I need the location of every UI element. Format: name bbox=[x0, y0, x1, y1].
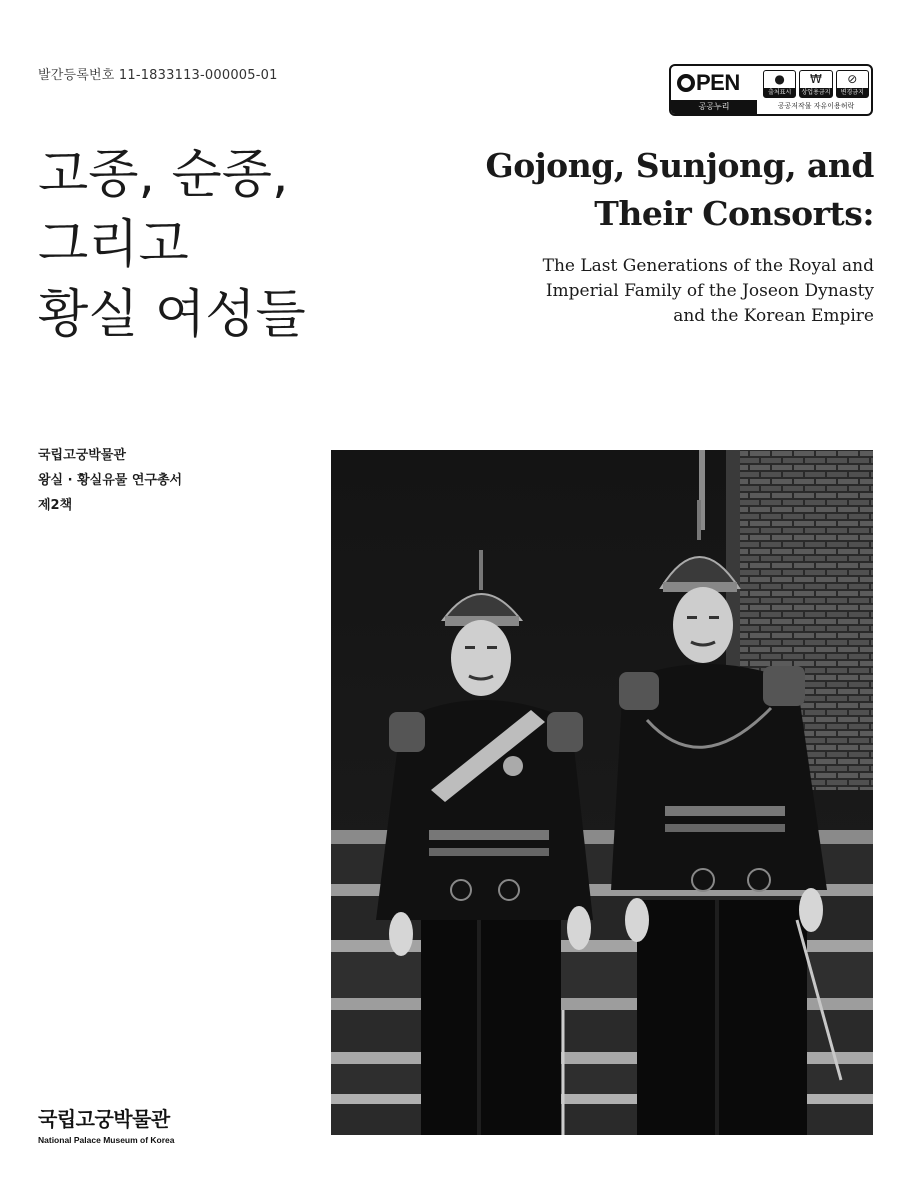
series-info: 국립고궁박물관 왕실 · 황실유물 연구총서 제2책 bbox=[38, 448, 183, 513]
registration-number: 발간등록번호 11-1833113-000005-01 bbox=[38, 68, 278, 83]
won-icon: ₩ bbox=[810, 72, 822, 86]
condition-no-derivatives: ⊘ 변경금지 bbox=[836, 70, 869, 98]
photo-illustration bbox=[331, 450, 873, 1135]
kogl-conditions bbox=[763, 70, 869, 98]
kogl-license-badge bbox=[669, 64, 873, 116]
open-caption: 공공누리 bbox=[671, 100, 757, 114]
museum-name-english: National Palace Museum of Korea bbox=[38, 1135, 175, 1145]
open-o-icon bbox=[677, 74, 695, 92]
english-title: Gojong, Sunjong, and Their Consorts: bbox=[485, 146, 874, 233]
kogl-open-mark bbox=[671, 66, 757, 114]
korean-title: 고종, 순종, 그리고 황실 여성들 bbox=[38, 145, 306, 345]
english-subtitle: The Last Generations of the Royal and Imperial Family of the Joseon Dynasty and the Korean Empire bbox=[542, 256, 874, 326]
condition-noncommercial: ₩ 상업용금지 bbox=[799, 70, 832, 98]
person-icon: ● bbox=[774, 72, 785, 86]
open-label: PEN bbox=[696, 70, 740, 95]
cover-photograph bbox=[331, 450, 873, 1135]
conditions-caption: 공공저작물 자유이용허락 bbox=[777, 102, 855, 110]
museum-logo bbox=[38, 1103, 175, 1145]
condition-attribution: ● 출처표시 bbox=[763, 70, 796, 98]
museum-name-korean: 국립고궁박물관 bbox=[38, 1107, 170, 1131]
no-edit-icon: ⊘ bbox=[847, 72, 858, 86]
